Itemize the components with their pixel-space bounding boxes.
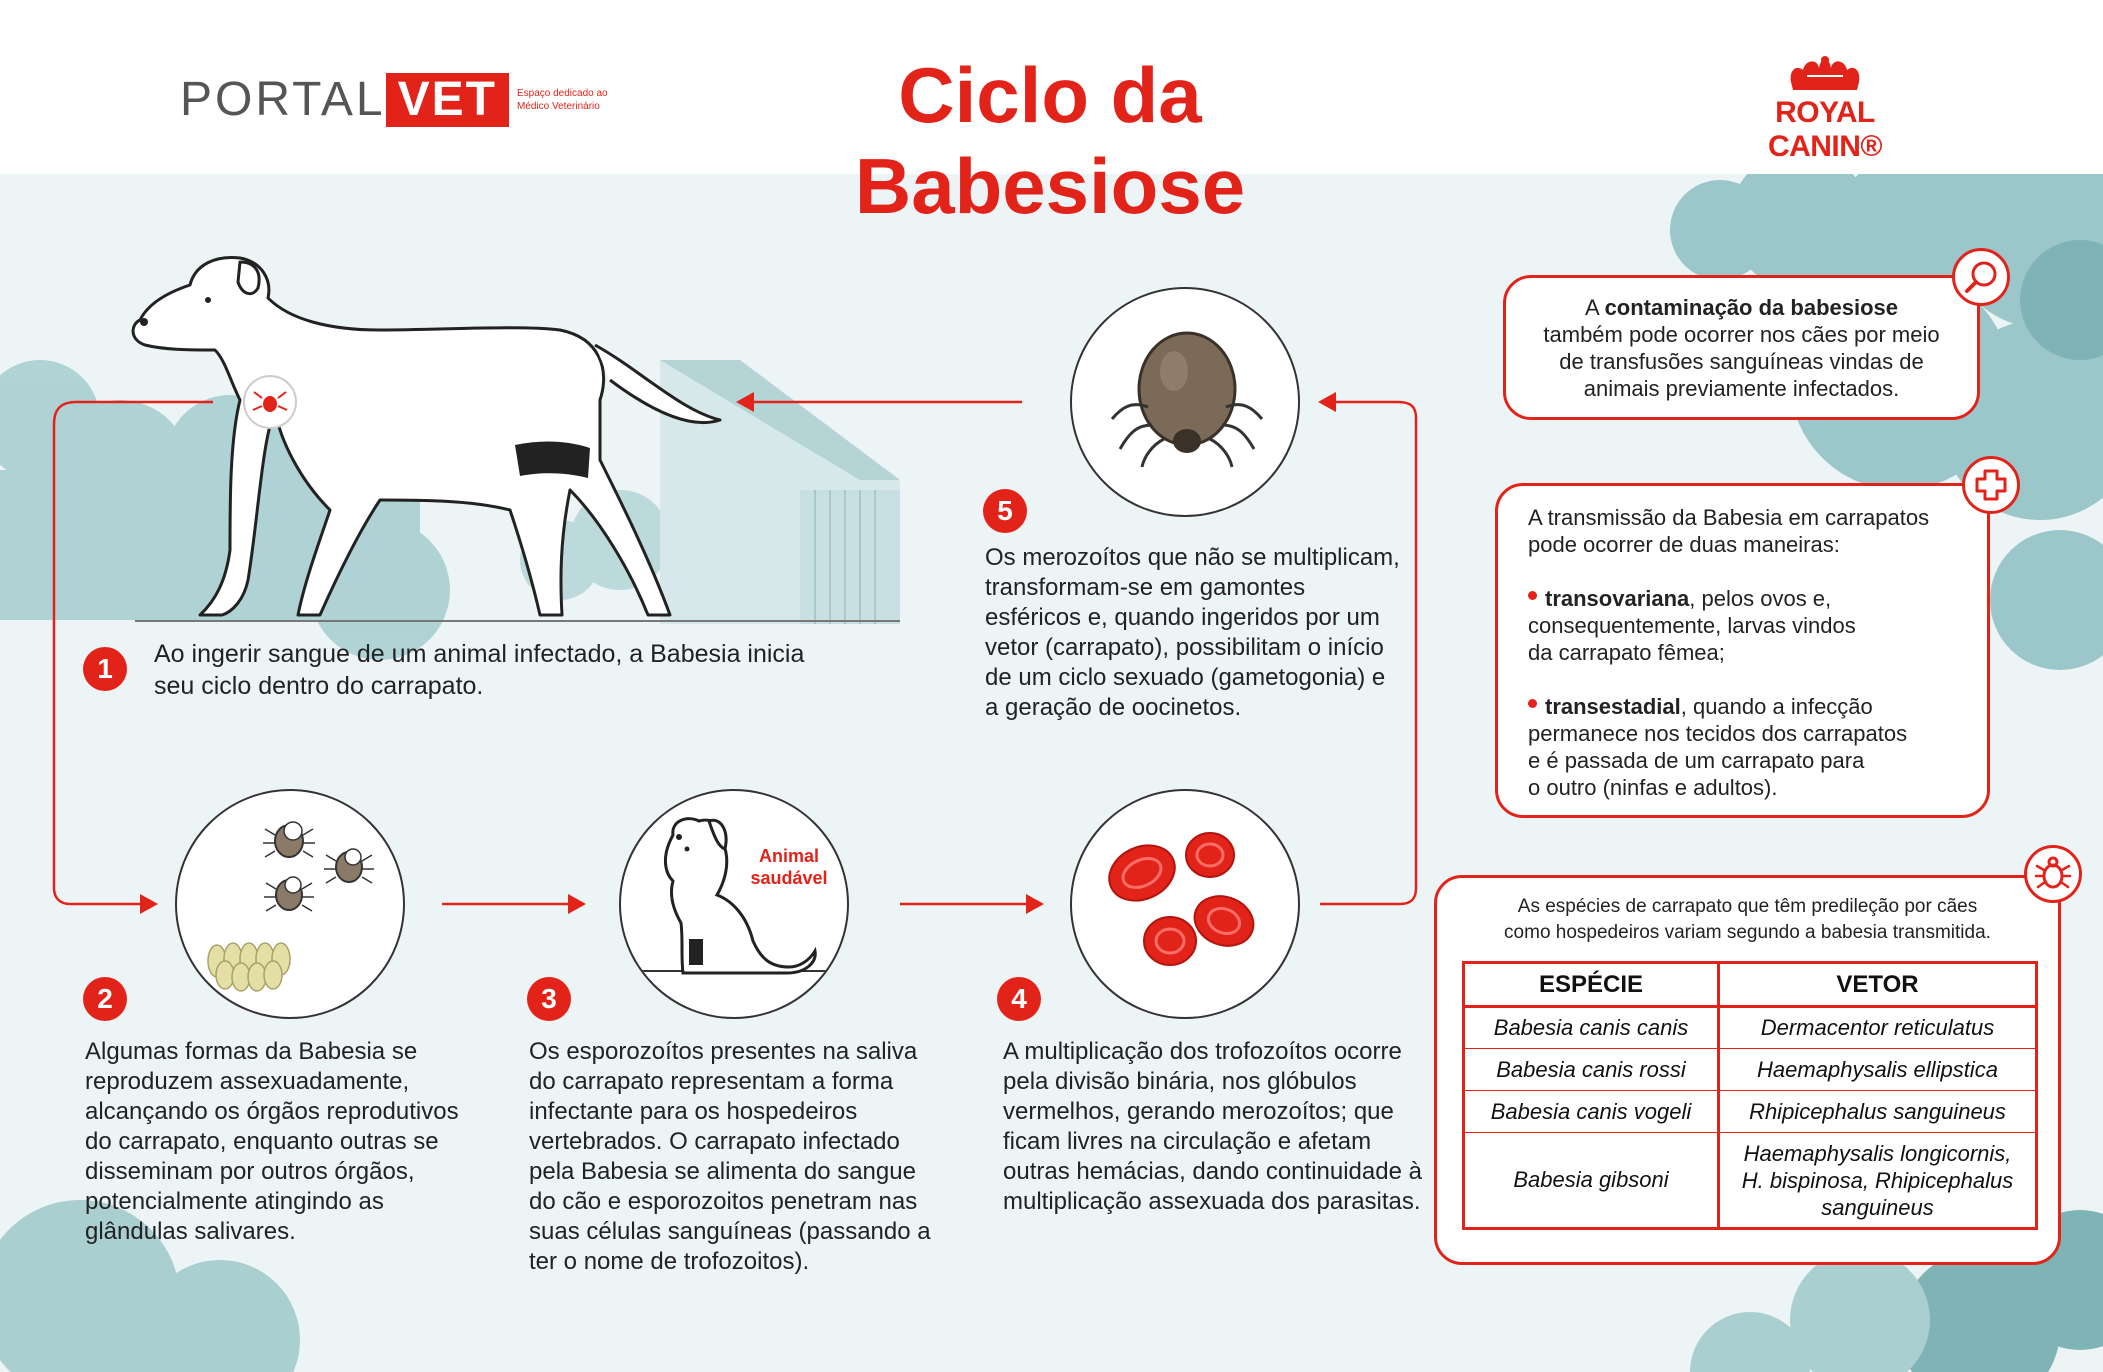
- box2-item2-line4: o outro (ninfas e adultos).: [1528, 775, 1778, 800]
- box3-intro-line2: como hospedeiros variam segundo a babesia transmitida.: [1504, 922, 1991, 943]
- healthy-animal-label: [739, 845, 839, 889]
- box2-item1-rest: , pelos ovos e,: [1689, 586, 1832, 611]
- vector-cell: Haemaphysalis ellipstica: [1719, 1049, 2037, 1091]
- medical-cross-icon: [1962, 456, 2020, 514]
- box2-item2-line3: e é passada de um carrapato para: [1528, 748, 1865, 773]
- box2-item2-bold: transestadial: [1545, 694, 1681, 719]
- ticks-and-eggs-icon: [175, 789, 405, 1019]
- portal-wordmark: PORTAL: [180, 73, 386, 126]
- portalvet-logo: [180, 72, 617, 127]
- box1-line1: [1506, 294, 1977, 321]
- table-row: [1464, 1091, 2037, 1133]
- step-2-number: 2: [83, 977, 127, 1021]
- species-cell: Babesia canis canis: [1464, 1007, 1719, 1049]
- dog-bandage: [515, 442, 590, 478]
- table-row: [1464, 1049, 2037, 1091]
- species-cell: Babesia canis vogeli: [1464, 1091, 1719, 1133]
- transmission-info-box: [1495, 483, 1990, 818]
- box3-intro-line1: As espécies de carrapato que têm predileção por cães: [1517, 896, 1978, 917]
- header-species: ESPÉCIE: [1464, 963, 1719, 1007]
- table-row: [1464, 1007, 2037, 1049]
- header: [0, 0, 2103, 230]
- table-row: [1464, 1133, 2037, 1229]
- vector-cell: Rhipicephalus sanguineus: [1719, 1091, 2037, 1133]
- step-3-text: Os esporozoítos presentes na saliva do carrapato representam a forma infectante para os hospedeiros vertebrados. O carrapato infectado pela Babesia se alimenta do sangue do cão e esporozoitos penetram nas suas células sanguíneas (passando a ter o nome de trofozoitos).: [529, 1038, 931, 1275]
- page-title: Ciclo da Babesiose: [854, 51, 1246, 230]
- box2-intro-line2: pode ocorrer de duas maneiras:: [1528, 532, 1840, 557]
- box2-item2-rest: , quando a infecção: [1680, 694, 1873, 719]
- step-3-number: 3: [527, 977, 571, 1021]
- step-4-number: 4: [997, 977, 1041, 1021]
- step-4-text: A multiplicação dos trofozoítos ocorre pela divisão binária, nos glóbulos vermelhos, gerando merozoítos; que ficam livres na circulação e afetam outras hemácias, dando continuidade à multiplicação assexuada dos parasitas.: [1003, 1038, 1422, 1215]
- box2-item1-bold: transovariana: [1545, 586, 1690, 611]
- box2-item2-line1: [1528, 693, 1987, 720]
- bullet-icon: [1528, 591, 1537, 600]
- box1-prefix: A: [1584, 295, 1605, 320]
- royal-canin-logo: [1720, 54, 1930, 164]
- species-cell: Babesia gibsoni: [1464, 1133, 1719, 1229]
- species-vector-table: [1462, 961, 2038, 1230]
- tick-bug-icon: [2024, 845, 2082, 903]
- red-blood-cells-icon: [1070, 789, 1300, 1019]
- box2-item2-line2: permanece nos tecidos dos carrapatos: [1528, 721, 1908, 746]
- step-1-text: Ao ingerir sangue de um animal infectado, a Babesia inicia seu ciclo dentro do carrapato.: [154, 640, 805, 700]
- box1-line3: de transfusões sanguíneas vindas de: [1559, 349, 1924, 374]
- search-icon: [1952, 248, 2010, 306]
- tick-icon: [1070, 287, 1300, 517]
- transfusion-info-box: [1503, 275, 1980, 420]
- vet-wordmark: VET: [386, 73, 509, 127]
- box2-item1-line3: da carrapato fêmea;: [1528, 640, 1725, 665]
- house-illustration: [660, 360, 900, 624]
- crown-icon: [1785, 54, 1865, 96]
- healthy-label-line2: saudável: [750, 868, 828, 888]
- box2-item1-line1: [1528, 585, 1987, 612]
- royal-canin-wordmark: ROYAL CANIN®: [1767, 96, 1883, 163]
- sitting-dog-icon: [619, 789, 849, 1019]
- step-1-number: 1: [83, 647, 127, 691]
- box1-line4: animais previamente infectados.: [1583, 376, 1900, 401]
- header-vector: VETOR: [1719, 963, 2037, 1007]
- step-2-text: Algumas formas da Babesia se reproduzem assexuadamente, alcançando os órgãos reprodutivos do carrapato, enquanto outras se disseminam por outros órgãos, potencialmente atingindo as glândulas salivares.: [85, 1038, 459, 1245]
- portal-tagline: Espaço dedicado ao Médico Veterinário: [516, 87, 608, 112]
- table-header-row: [1464, 963, 2037, 1007]
- healthy-label-line1: Animal: [758, 846, 819, 866]
- step-5-text: Os merozoítos que não se multiplicam, transformam-se em gamontes esféricos e, quando ingeridos por um vetor (carrapato), possibilitam o início de um ciclo sexuado (gametogonia) e a geração de oocinetos.: [985, 544, 1400, 721]
- bullet-icon: [1528, 699, 1537, 708]
- vector-cell: Dermacentor reticulatus: [1719, 1007, 2037, 1049]
- box2-item1-line2: consequentemente, larvas vindos: [1528, 613, 1856, 638]
- vector-cell: Haemaphysalis longicornis, H. bispinosa, Rhipicephalus sanguineus: [1719, 1133, 2037, 1229]
- box1-line2: também pode ocorrer nos cães por meio: [1543, 322, 1940, 347]
- tick-bite-icon: [244, 376, 296, 428]
- box1-bold: contaminação da babesiose: [1604, 295, 1898, 320]
- box2-intro-line1: A transmissão da Babesia em carrapatos: [1528, 505, 1930, 530]
- species-cell: Babesia canis rossi: [1464, 1049, 1719, 1091]
- step-5-number: 5: [983, 489, 1027, 533]
